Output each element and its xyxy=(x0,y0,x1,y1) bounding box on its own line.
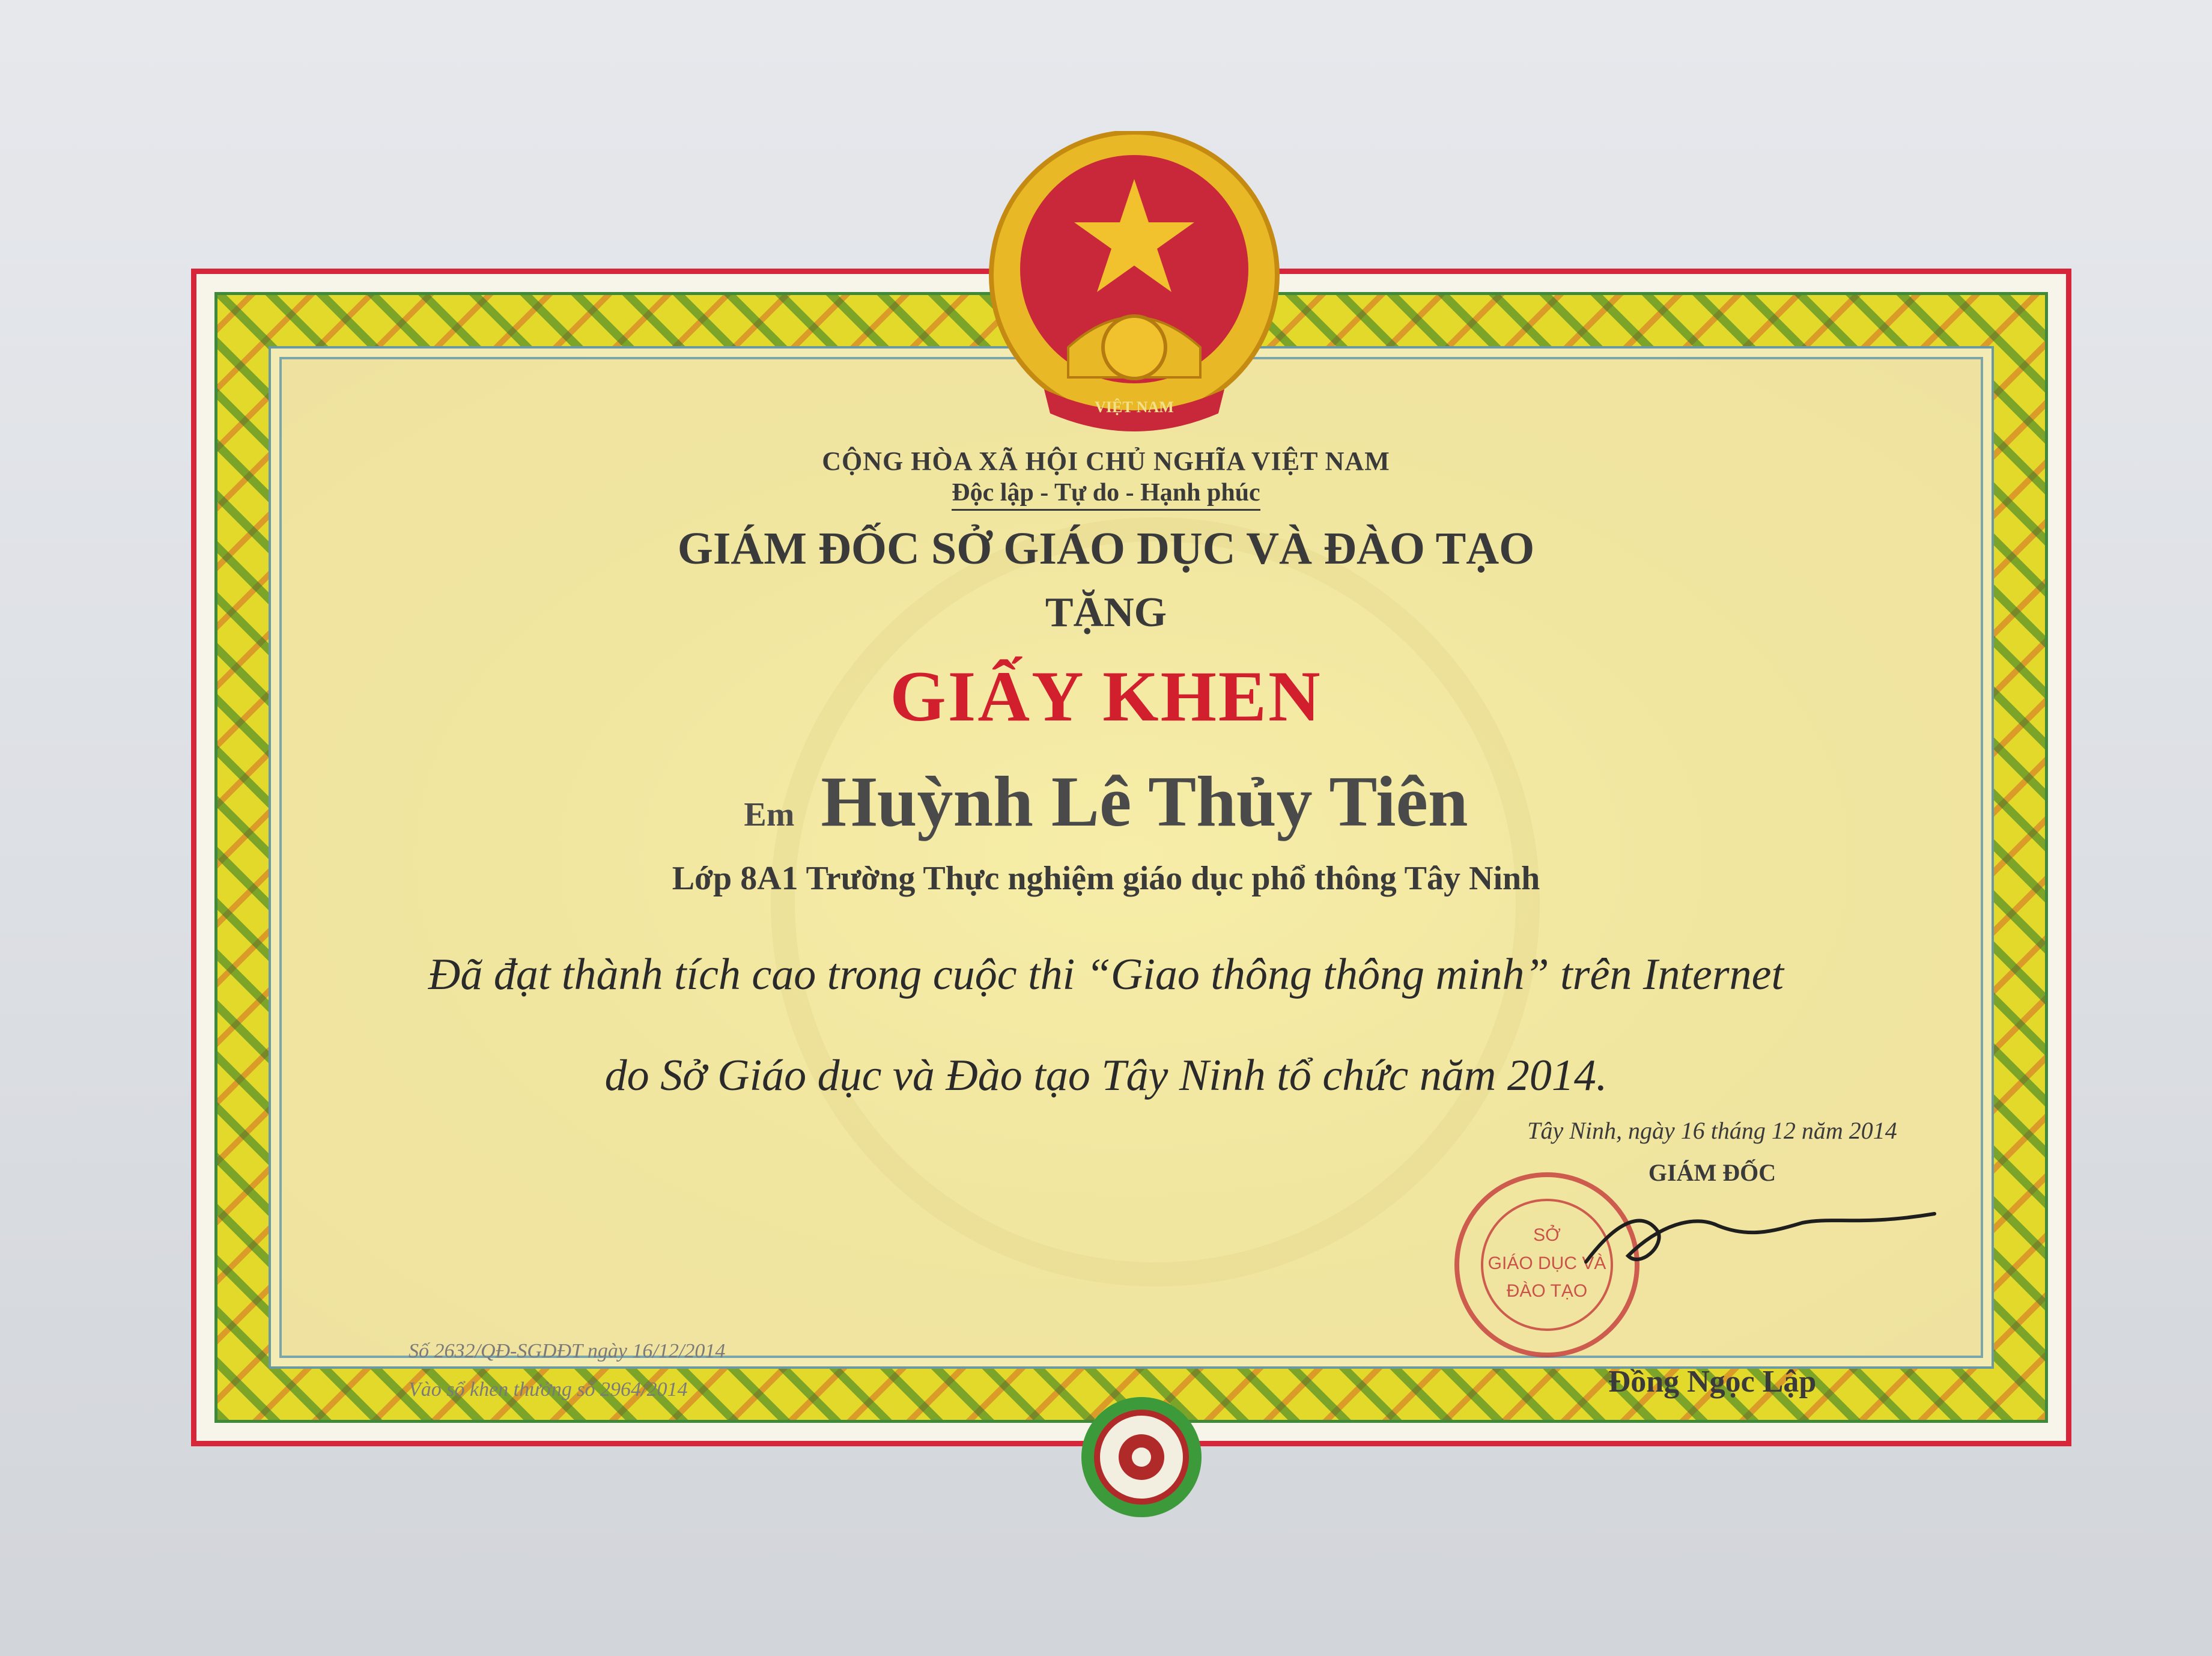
svg-text:VIỆT NAM: VIỆT NAM xyxy=(1095,398,1174,416)
class-school-line: Lớp 8A1 Trường Thực nghiệm giáo dục phổ thông Tây Ninh xyxy=(672,860,1540,897)
svg-text:GIÁO DỤC VÀ: GIÁO DỤC VÀ xyxy=(1487,1253,1606,1273)
recipient-prefix: Em xyxy=(744,796,795,833)
svg-text:SỞ: SỞ xyxy=(1533,1225,1561,1245)
decision-number: Số 2632/QĐ-SGDĐT ngày 16/12/2014 xyxy=(409,1340,726,1362)
recipient-name: Huỳnh Lê Thủy Tiên xyxy=(821,761,1468,841)
svg-text:ĐÀO TẠO: ĐÀO TẠO xyxy=(1506,1281,1588,1301)
certificate-title: GIẤY KHEN xyxy=(890,656,1322,736)
award-verb: TẶNG xyxy=(1045,589,1167,636)
signer-position: GIÁM ĐỐC xyxy=(1648,1159,1776,1186)
national-title: CỘNG HÒA XÃ HỘI CHỦ NGHĨA VIỆT NAM xyxy=(822,446,1390,476)
recipient-line xyxy=(0,760,2212,843)
citation-line-1: Đã đạt thành tích cao trong cuộc thi “Giao thông thông minh” trên Internet xyxy=(428,950,1784,999)
issuer-title: GIÁM ĐỐC SỞ GIÁO DỤC VÀ ĐÀO TẠO xyxy=(677,523,1535,574)
registry-number: Vào sổ khen thưởng số 2964/2014 xyxy=(409,1378,688,1401)
issue-date: Tây Ninh, ngày 16 tháng 12 năm 2014 xyxy=(1527,1117,1897,1144)
cog-emblem-icon xyxy=(1078,1394,1205,1520)
signature xyxy=(1574,1190,1946,1292)
citation-line-2: do Sở Giáo dục và Đào tạo Tây Ninh tổ chức năm 2014. xyxy=(604,1051,1608,1100)
motto-text: Độc lập - Tự do - Hạnh phúc xyxy=(952,479,1260,511)
signer-name: Đồng Ngọc Lập xyxy=(1608,1365,1817,1399)
motto xyxy=(0,478,2212,507)
national-emblem xyxy=(978,131,1290,443)
